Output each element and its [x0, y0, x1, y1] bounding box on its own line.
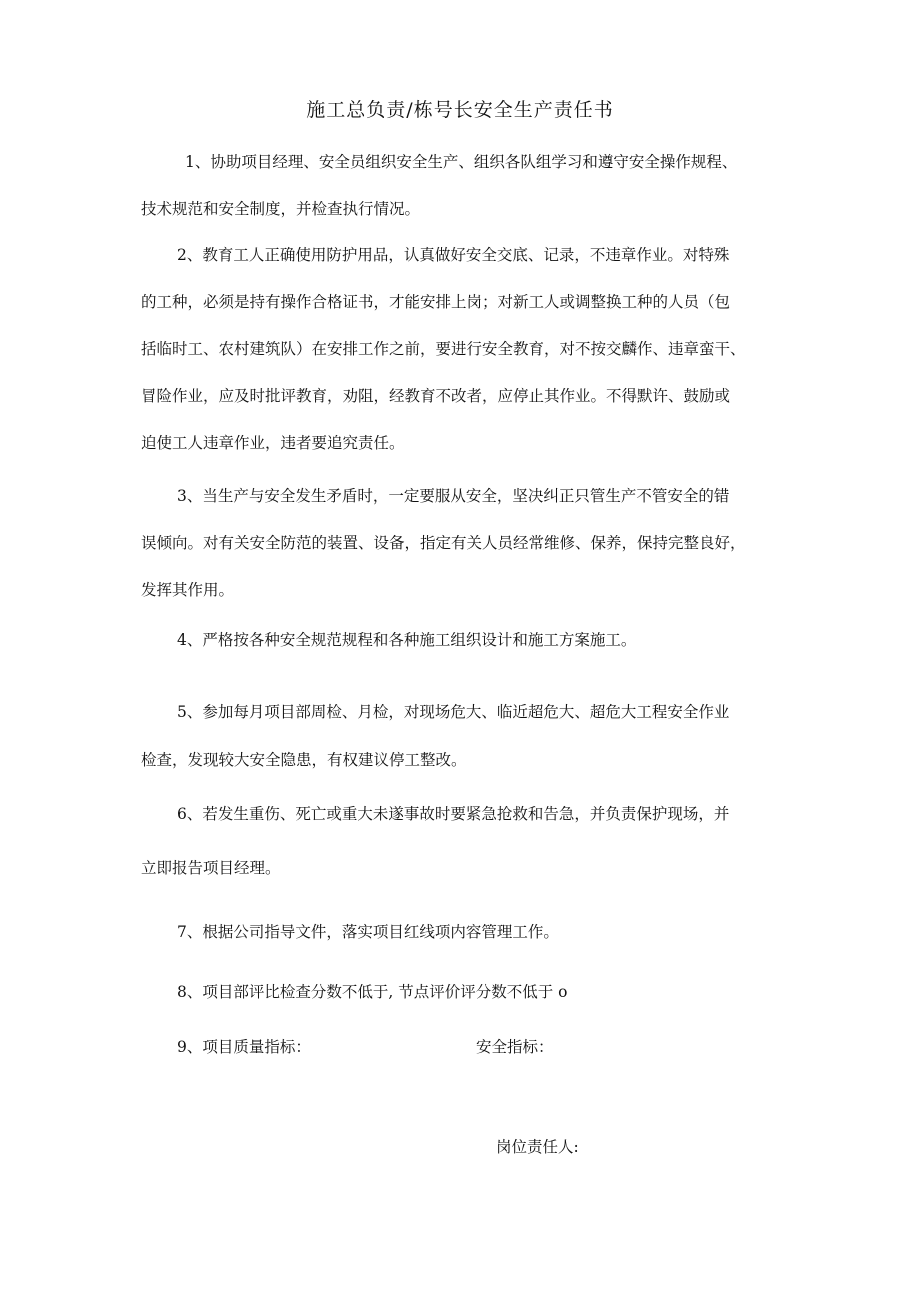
clause-2-line-3: 括临时工、农村建筑队）在安排工作之前，要进行安全教育，对不按交麟作、违章蛮干、 — [141, 340, 746, 358]
document-title: 施工总负责/栋号长安全生产责任书 — [306, 99, 614, 121]
clause-3-line-1: 3、当生产与安全发生矛盾时，一定要服从安全，坚决纠正只管生产不管安全的错 — [177, 487, 730, 505]
clause-2-line-4: 冒险作业，应及时批评教育，劝阻，经教育不改者，应停止其作业。不得默许、鼓励或 — [141, 387, 731, 405]
clause-8-line-1: 8、项目部评比检查分数不低于, 节点评价评分数不低于 o — [177, 983, 568, 1001]
clause-5-line-2: 检查，发现较大安全隐患，有权建议停工整改。 — [141, 751, 467, 769]
clause-6-line-2: 立即报告项目经理。 — [141, 859, 281, 877]
clause-7-line-1: 7、根据公司指导文件，落实项目红线项内容管理工作。 — [177, 923, 559, 941]
responsible-person-label: 岗位责任人: — [496, 1138, 579, 1156]
clause-4-line-1: 4、严格按各种安全规范规程和各种施工组织设计和施工方案施工。 — [177, 631, 637, 649]
clause-3-line-3: 发挥其作用。 — [141, 581, 235, 599]
safety-indicator-label: 安全指标： — [476, 1038, 554, 1056]
clause-3-line-2: 误倾向。对有关安全防范的装置、设备，指定有关人员经常维修、保养，保持完整良好， — [141, 534, 746, 552]
clause-2-line-2: 的工种，必须是持有操作合格证书，才能安排上岗；对新工人或调整换工种的人员（包 — [141, 293, 731, 311]
clause-5-line-1: 5、参加每月项目部周检、月检，对现场危大、临近超危大、超危大工程安全作业 — [177, 703, 730, 721]
clause-6-line-1: 6、若发生重伤、死亡或重大未遂事故时要紧急抢救和告急，并负责保护现场，并 — [177, 805, 730, 823]
clause-1-line-2: 技术规范和安全制度，并检查执行情况。 — [141, 200, 421, 218]
clause-2-line-5: 迫使工人违章作业，违者要追究责任。 — [141, 434, 405, 452]
clause-1-line-1: 1、协助项目经理、安全员组织安全生产、组织各队组学习和遵守安全操作规程、 — [185, 153, 738, 171]
clause-9-line-1: 9、项目质量指标： — [177, 1038, 311, 1056]
clause-2-line-1: 2、教育工人正确使用防护用品，认真做好安全交底、记录，不违章作业。对特殊 — [177, 246, 730, 264]
